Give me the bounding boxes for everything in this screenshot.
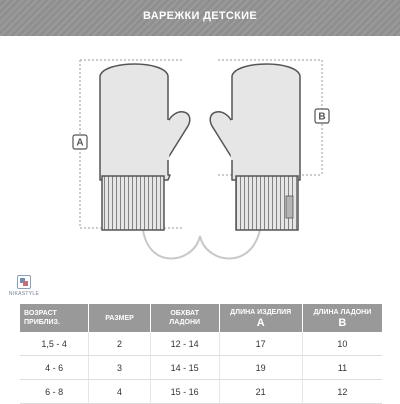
table-row xyxy=(20,356,382,380)
cell-age: 4 - 6 xyxy=(20,356,89,380)
cell-item-length: 19 xyxy=(219,356,302,380)
cell-palm-girth: 12 - 14 xyxy=(150,332,219,356)
cell-palm-length: 10 xyxy=(302,332,382,356)
nikastyle-logo-icon xyxy=(17,275,31,289)
mittens-diagram xyxy=(0,36,400,272)
label-a-text: A xyxy=(76,137,84,149)
cell-age: 1,5 - 4 xyxy=(20,332,89,356)
cell-size: 2 xyxy=(89,332,151,356)
cell-palm-girth: 14 - 15 xyxy=(150,356,219,380)
label-b-badge xyxy=(315,109,329,123)
cell-size: 4 xyxy=(89,380,151,404)
cell-palm-length: 12 xyxy=(302,380,382,404)
right-mitten xyxy=(210,64,300,230)
header-bar xyxy=(0,0,400,36)
cell-item-length: 21 xyxy=(219,380,302,404)
right-mitten-tag xyxy=(286,196,293,218)
cell-palm-girth: 15 - 16 xyxy=(150,380,219,404)
left-mitten-cuff xyxy=(102,176,164,230)
cell-size: 3 xyxy=(89,356,151,380)
cell-palm-length: 11 xyxy=(302,356,382,380)
brand-logo-block xyxy=(4,275,44,297)
brand-name: NIKASTYLE xyxy=(8,291,40,297)
right-mitten-body xyxy=(232,64,300,180)
header-item-length: ДЛИНА ИЗДЕЛИЯ A xyxy=(219,304,302,332)
size-table xyxy=(20,304,382,404)
header-size: РАЗМЕР xyxy=(89,304,151,332)
right-mitten-thumb xyxy=(210,112,232,158)
page-title: ВАРЕЖКИ ДЕТСКИЕ xyxy=(143,10,257,22)
cell-item-length: 17 xyxy=(219,332,302,356)
table-header-row xyxy=(20,304,382,332)
left-mitten xyxy=(100,64,190,230)
header-palm-length: ДЛИНА ЛАДОНИ B xyxy=(302,304,382,332)
left-mitten-body xyxy=(100,64,170,180)
table-row xyxy=(20,332,382,356)
label-a-badge xyxy=(73,135,87,149)
left-mitten-thumb xyxy=(168,112,190,158)
label-b-text: B xyxy=(318,111,326,123)
header-palm-girth: ОБХВАТ ЛАДОНИ xyxy=(150,304,219,332)
header-age: ВОЗРАСТ ПРИБЛИЗ. xyxy=(20,304,89,332)
cell-age: 6 - 8 xyxy=(20,380,89,404)
mitten-cord xyxy=(143,230,260,259)
